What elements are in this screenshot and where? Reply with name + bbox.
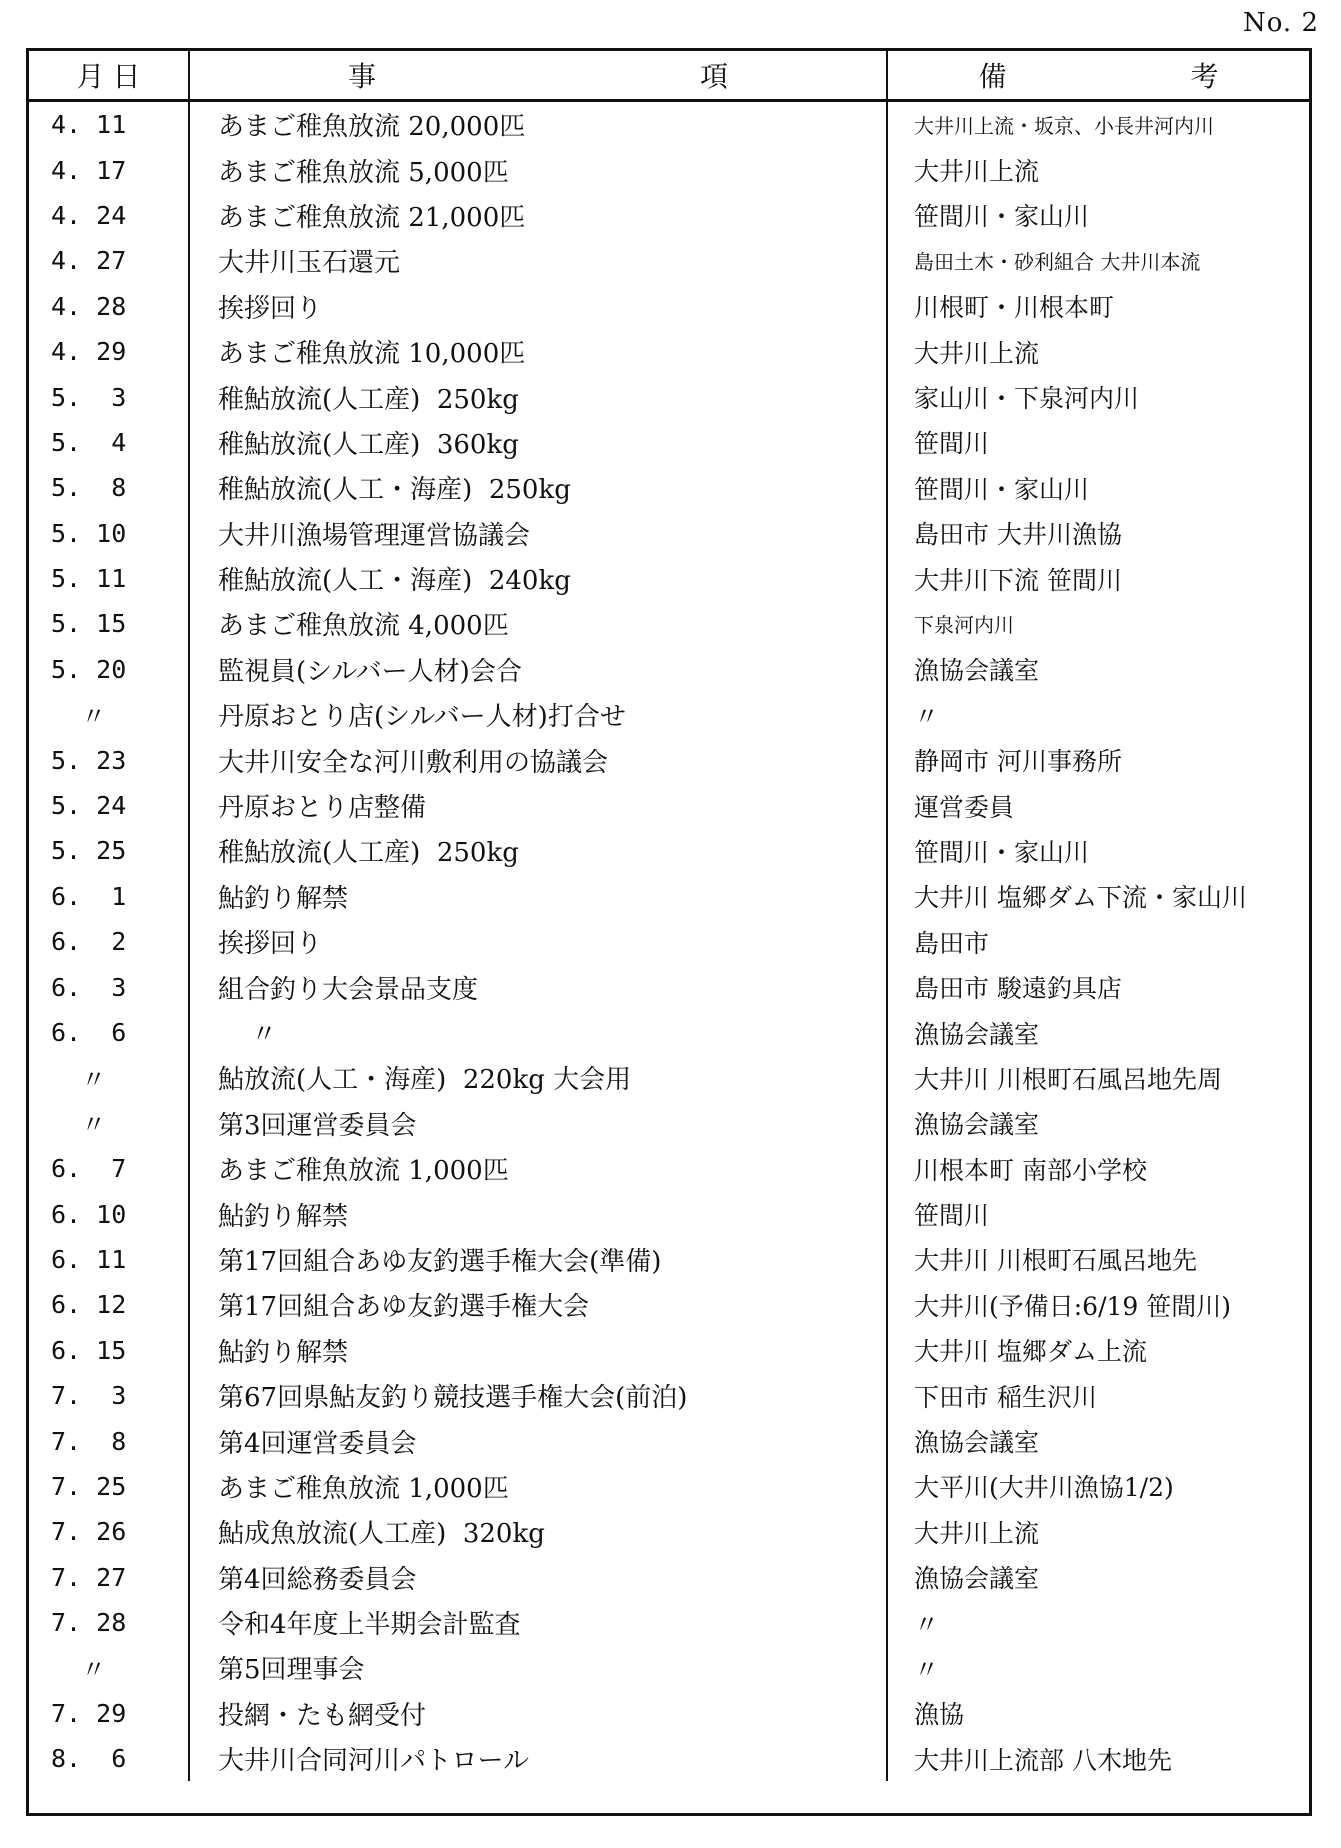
row-note: 大井川 塩郷ダム下流・家山川: [887, 874, 1309, 919]
row-note: 静岡市 河川事務所: [887, 737, 1309, 782]
note-header-left: 備: [978, 60, 1007, 93]
table-row: [29, 238, 1309, 283]
row-note: 笹間川: [887, 1191, 1309, 1236]
table-row: [29, 465, 1309, 510]
row-date: 5. 4: [51, 427, 127, 457]
row-date: 5. 11: [51, 564, 127, 594]
row-item: 投網・たも網受付: [189, 1691, 887, 1736]
item-header-right: 項: [699, 60, 728, 93]
date-header: [29, 51, 189, 101]
row-note: 漁協会議室: [887, 1555, 1309, 1600]
table-row: [29, 193, 1309, 238]
table-row: [29, 329, 1309, 374]
row-date: 5. 8: [51, 473, 127, 503]
schedule-table: [29, 51, 1309, 1781]
row-note: 漁協会議室: [887, 647, 1309, 692]
row-date: 5. 25: [51, 836, 127, 866]
row-date: 6. 1: [51, 881, 127, 911]
row-date: 4. 11: [51, 110, 127, 140]
row-item: 鮎釣り解禁: [189, 874, 887, 919]
row-date: 5. 24: [51, 791, 127, 821]
row-item: 大井川合同河川パトロール: [189, 1736, 887, 1781]
table-row: [29, 919, 1309, 964]
row-item: 稚鮎放流(人工・海産) 250kg: [189, 465, 887, 510]
table-row: [29, 1373, 1309, 1418]
row-date: 7. 8: [51, 1426, 127, 1456]
table-row: [29, 1691, 1309, 1736]
table-row: [29, 556, 1309, 601]
row-date: 7. 25: [51, 1471, 127, 1501]
row-note: 川根町・川根本町: [887, 284, 1309, 329]
row-item: 鮎放流(人工・海産) 220kg 大会用: [189, 1055, 887, 1100]
row-item: 丹原おとり店(シルバー人材)打合せ: [189, 692, 887, 737]
row-item: あまご稚魚放流 1,000匹: [189, 1146, 887, 1191]
date-header-month: 月: [76, 60, 105, 93]
row-date: 5. 10: [51, 518, 127, 548]
row-item: 丹原おとり店整備: [189, 783, 887, 828]
schedule-sheet: [26, 48, 1312, 1816]
row-note: 大井川上流・坂京、小長井河内川: [887, 101, 1309, 148]
table-row: [29, 1328, 1309, 1373]
row-date: 〃: [51, 701, 107, 731]
date-header-day: 日: [112, 60, 141, 93]
table-row: [29, 101, 1309, 148]
table-row: [29, 601, 1309, 646]
row-date: 8. 6: [51, 1744, 127, 1774]
row-date: 6. 10: [51, 1199, 127, 1229]
row-date: 7. 29: [51, 1698, 127, 1728]
row-note: 漁協会議室: [887, 1418, 1309, 1463]
row-item: 稚鮎放流(人工産) 250kg: [189, 374, 887, 419]
table-row: [29, 1282, 1309, 1327]
row-note: 下田市 稲生沢川: [887, 1373, 1309, 1418]
row-date: 5. 23: [51, 745, 127, 775]
row-note: 〃: [887, 1600, 1309, 1645]
row-note: 漁協: [887, 1691, 1309, 1736]
row-note: 笹間川: [887, 420, 1309, 465]
item-header: [189, 51, 887, 101]
row-date: 7. 3: [51, 1381, 127, 1411]
row-note: 島田市 駿遠釣具店: [887, 964, 1309, 1009]
table-row: [29, 783, 1309, 828]
row-item: 第67回県鮎友釣り競技選手権大会(前泊): [189, 1373, 887, 1418]
row-note: 大井川 塩郷ダム上流: [887, 1328, 1309, 1373]
table-row: [29, 511, 1309, 556]
row-note: 漁協会議室: [887, 1010, 1309, 1055]
row-item: 第3回運営委員会: [189, 1101, 887, 1146]
row-item: 大井川玉石還元: [189, 238, 887, 283]
row-note: 川根本町 南部小学校: [887, 1146, 1309, 1191]
table-row: [29, 1464, 1309, 1509]
row-item: あまご稚魚放流 4,000匹: [189, 601, 887, 646]
table-row: [29, 1101, 1309, 1146]
row-note: 大井川 川根町石風呂地先: [887, 1237, 1309, 1282]
row-item: あまご稚魚放流 21,000匹: [189, 193, 887, 238]
schedule-rows: [29, 101, 1309, 1782]
row-item: 挨拶回り: [189, 284, 887, 329]
row-date: 〃: [51, 1654, 107, 1684]
table-row: [29, 1736, 1309, 1781]
table-row: [29, 1555, 1309, 1600]
row-note: 笹間川・家山川: [887, 828, 1309, 873]
row-item: あまご稚魚放流 10,000匹: [189, 329, 887, 374]
table-row: [29, 647, 1309, 692]
row-item: 稚鮎放流(人工産) 360kg: [189, 420, 887, 465]
table-row: [29, 1146, 1309, 1191]
table-row: [29, 1509, 1309, 1554]
row-item: 第4回運営委員会: [189, 1418, 887, 1463]
note-header: [887, 51, 1309, 101]
row-note: 笹間川・家山川: [887, 465, 1309, 510]
row-item: 大井川漁場管理運営協議会: [189, 511, 887, 556]
row-date: 4. 24: [51, 200, 127, 230]
row-date: 6. 15: [51, 1335, 127, 1365]
table-row: [29, 692, 1309, 737]
header-row: [29, 51, 1309, 101]
row-date: 4. 28: [51, 291, 127, 321]
row-date: 5. 15: [51, 609, 127, 639]
row-note: 下泉河内川: [887, 601, 1309, 646]
row-item: 挨拶回り: [189, 919, 887, 964]
row-item: あまご稚魚放流 5,000匹: [189, 147, 887, 192]
item-header-left: 事: [348, 60, 377, 93]
row-note: 笹間川・家山川: [887, 193, 1309, 238]
row-item: 鮎釣り解禁: [189, 1191, 887, 1236]
table-row: [29, 420, 1309, 465]
row-item: 第5回理事会: [189, 1645, 887, 1690]
row-date: 7. 27: [51, 1562, 127, 1592]
row-item: 稚鮎放流(人工・海産) 240kg: [189, 556, 887, 601]
table-row: [29, 828, 1309, 873]
row-date: 〃: [51, 1110, 107, 1140]
row-note: 大井川上流: [887, 1509, 1309, 1554]
table-row: [29, 1010, 1309, 1055]
row-note: 大井川 川根町石風呂地先周: [887, 1055, 1309, 1100]
table-row: [29, 1645, 1309, 1690]
row-note: 家山川・下泉河内川: [887, 374, 1309, 419]
table-row: [29, 1055, 1309, 1100]
row-date: 5. 20: [51, 654, 127, 684]
table-row: [29, 1237, 1309, 1282]
row-note: 大井川下流 笹間川: [887, 556, 1309, 601]
row-date: 4. 27: [51, 246, 127, 276]
row-note: 運営委員: [887, 783, 1309, 828]
row-item: 第17回組合あゆ友釣選手権大会: [189, 1282, 887, 1327]
row-item: あまご稚魚放流 20,000匹: [189, 101, 887, 148]
row-item: 鮎釣り解禁: [189, 1328, 887, 1373]
table-row: [29, 1191, 1309, 1236]
row-note: 大井川上流: [887, 329, 1309, 374]
row-item: 令和4年度上半期会計監査: [189, 1600, 887, 1645]
row-item: 〃: [189, 1010, 887, 1055]
page-number: No. 2: [1242, 8, 1319, 38]
row-date: 4. 29: [51, 337, 127, 367]
row-item: 第17回組合あゆ友釣選手権大会(準備): [189, 1237, 887, 1282]
row-item: 第4回総務委員会: [189, 1555, 887, 1600]
row-date: 〃: [51, 1064, 107, 1094]
row-date: 6. 6: [51, 1018, 127, 1047]
row-date: 5. 3: [51, 382, 127, 412]
table-row: [29, 964, 1309, 1009]
row-date: 6. 3: [51, 972, 127, 1002]
row-date: 6. 11: [51, 1244, 127, 1274]
row-item: 鮎成魚放流(人工産) 320kg: [189, 1509, 887, 1554]
row-note: 大井川上流: [887, 147, 1309, 192]
row-note: 島田市: [887, 919, 1309, 964]
table-row: [29, 1600, 1309, 1645]
row-item: 大井川安全な河川敷利用の協議会: [189, 737, 887, 782]
row-date: 7. 26: [51, 1517, 127, 1547]
row-note: 島田土木・砂利組合 大井川本流: [887, 238, 1309, 283]
row-note: 〃: [887, 1645, 1309, 1690]
row-date: 4. 17: [51, 155, 127, 185]
row-note: 島田市 大井川漁協: [887, 511, 1309, 556]
row-date: 6. 12: [51, 1290, 127, 1320]
table-row: [29, 374, 1309, 419]
table-row: [29, 874, 1309, 919]
note-header-right: 考: [1190, 60, 1219, 93]
row-date: 6. 2: [51, 927, 127, 957]
row-note: 〃: [887, 692, 1309, 737]
row-item: 監視員(シルバー人材)会合: [189, 647, 887, 692]
row-note: 大井川上流部 八木地先: [887, 1736, 1309, 1781]
row-note: 漁協会議室: [887, 1101, 1309, 1146]
table-row: [29, 147, 1309, 192]
table-row: [29, 737, 1309, 782]
row-date: 6. 7: [51, 1154, 127, 1184]
table-row: [29, 1418, 1309, 1463]
row-note: 大井川(予備日:6/19 笹間川): [887, 1282, 1309, 1327]
row-date: 7. 28: [51, 1608, 127, 1638]
table-row: [29, 284, 1309, 329]
row-item: あまご稚魚放流 1,000匹: [189, 1464, 887, 1509]
row-item: 稚鮎放流(人工産) 250kg: [189, 828, 887, 873]
row-note: 大平川(大井川漁協1/2): [887, 1464, 1309, 1509]
row-item: 組合釣り大会景品支度: [189, 964, 887, 1009]
